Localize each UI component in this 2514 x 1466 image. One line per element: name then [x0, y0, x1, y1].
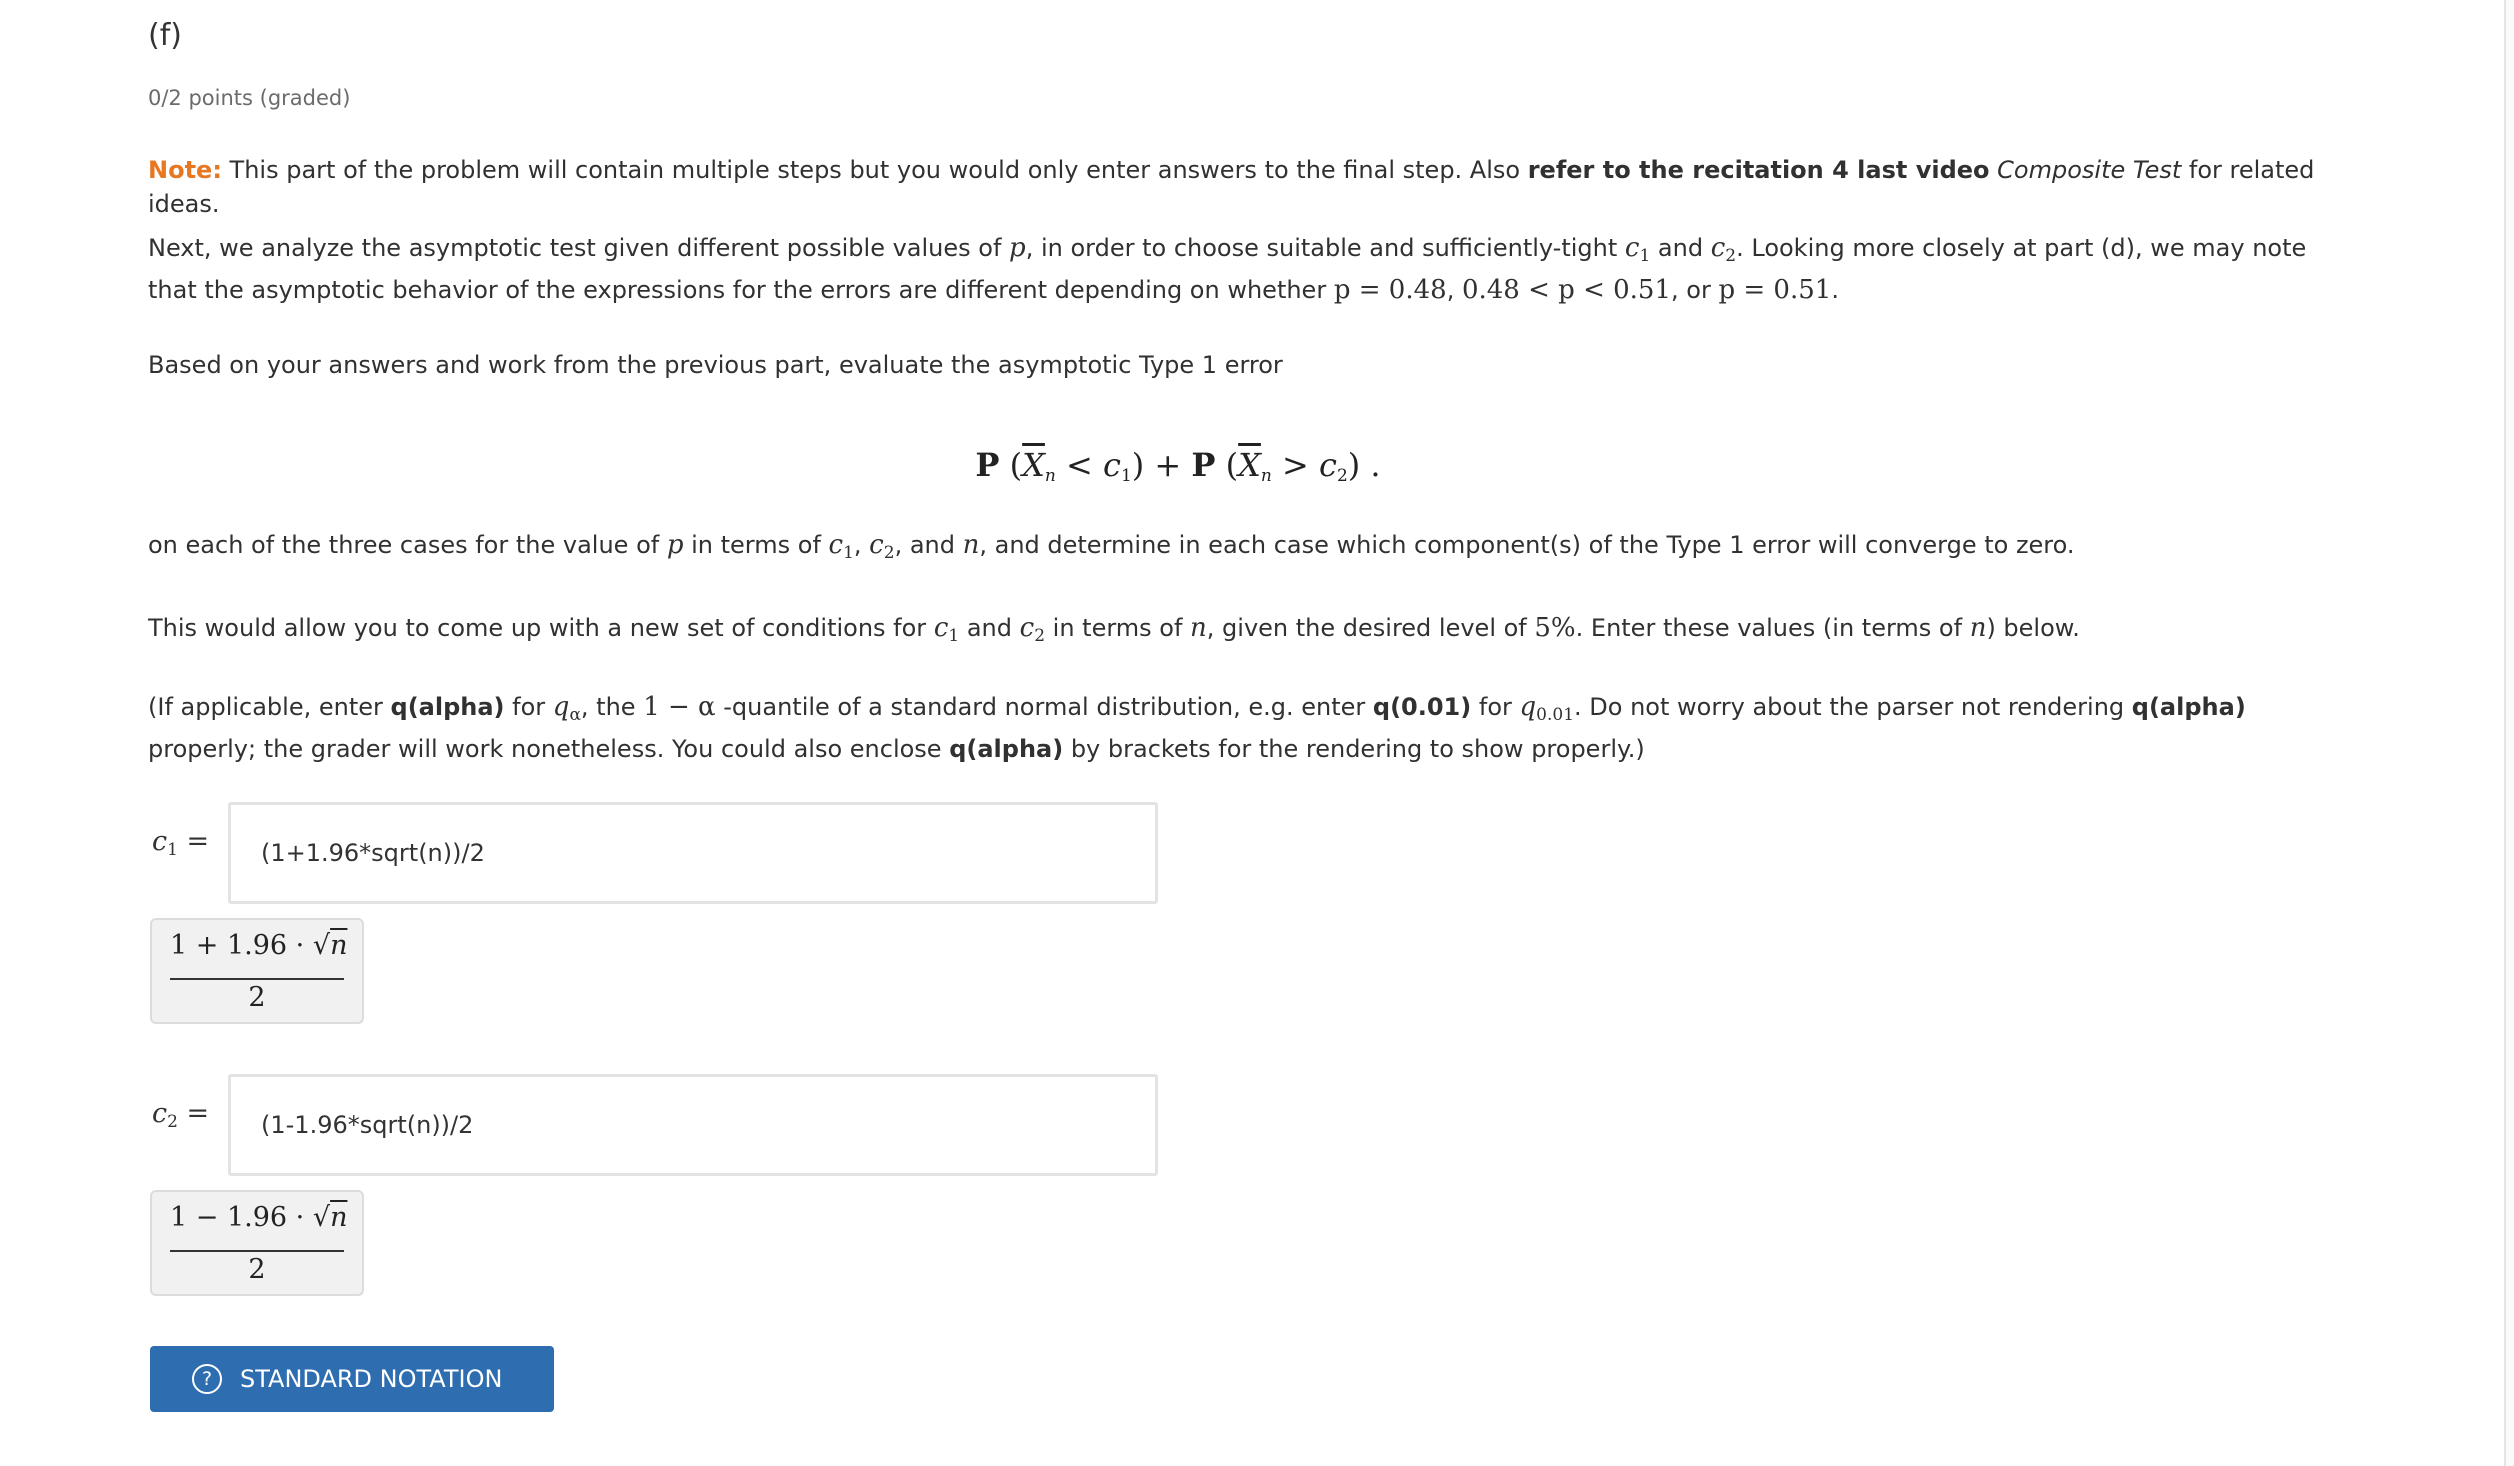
- c1-math-preview: [150, 918, 364, 1024]
- points-status: 0/2 points (graded): [148, 86, 351, 110]
- intro-paragraph: Next, we analyze the asymptotic test given different possible values of p, in order to choose suitable and sufficiently-tight $c_1$ and $c_2$. Looking more closely at part (d), we may note that the asymptotic behavior of the expressions for the errors are different depending on whether p = 0.48, 0.48 < p < 0.51, or p = 0.51.: [148, 233, 2307, 305]
- c1-input[interactable]: (1+1.96*sqrt(n))/2: [228, 802, 1158, 904]
- c1-fraction-bar: [170, 978, 344, 980]
- c2-preview-denominator: 2: [248, 1254, 266, 1285]
- recitation-reference: refer to the recitation 4 last video: [1527, 156, 1990, 184]
- type1-error-formula: P $(\overline{X}_n < c_1) + P$ $(\overline{X}_n > c_2)$ .: [975, 446, 1381, 486]
- instruction-paragraph: Based on your answers and work from the previous part, evaluate the asymptotic Type 1 error: [148, 351, 1283, 379]
- note-label: Note:: [148, 156, 222, 184]
- help-circle-icon: ?: [192, 1364, 222, 1394]
- c2-label: $c_2$ =: [152, 1098, 210, 1132]
- c2-preview-numerator: 1 − 1.96 · √n: [170, 1202, 348, 1233]
- note-paragraph: Note: This part of the problem will contain multiple steps but you would only enter answers to the final step. Also refer to the recitation 4 last video Composite Test for related ideas.: [148, 156, 2315, 218]
- scrollbar-track[interactable]: [2504, 0, 2514, 1466]
- c1-preview-denominator: 2: [248, 982, 266, 1013]
- standard-notation-button[interactable]: [150, 1346, 554, 1412]
- parser-hint-paragraph: (If applicable, enter q(alpha) for $q_\alpha$, the 1 − α -quantile of a standard normal distribution, e.g. enter q(0.01) for $q_{0.01}$. Do not worry about the parser not rendering q(alpha) properly; the grader will work nonetheless. You could also enclose q(alpha) by brackets for the rendering to show properly.): [148, 692, 2246, 763]
- c2-input[interactable]: (1-1.96*sqrt(n))/2: [228, 1074, 1158, 1176]
- conditions-paragraph: This would allow you to come up with a new set of conditions for $c_1$ and $c_2$ in terms of n, given the desired level of 5%. Enter these values (in terms of n) below.: [148, 613, 2080, 646]
- c1-label: $c_1$ =: [152, 826, 210, 860]
- c1-preview-numerator: 1 + 1.96 · √n: [170, 930, 348, 961]
- part-title: (f): [148, 18, 182, 53]
- c2-fraction-bar: [170, 1250, 344, 1252]
- standard-notation-label: STANDARD NOTATION: [240, 1365, 503, 1393]
- c2-math-preview: [150, 1190, 364, 1296]
- cases-paragraph: on each of the three cases for the value of p in terms of $c_1$, $c_2$, and n, and determine in each case which component(s) of the Type 1 error will converge to zero.: [148, 530, 2075, 563]
